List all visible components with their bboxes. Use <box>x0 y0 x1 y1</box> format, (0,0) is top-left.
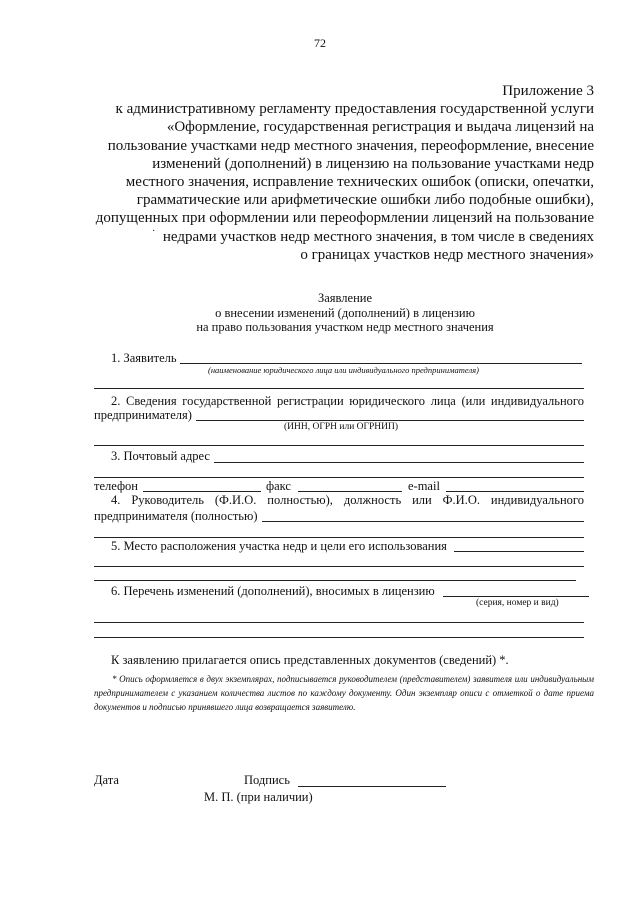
location-field-line-3[interactable] <box>94 580 576 581</box>
applicant-field-line[interactable] <box>180 363 582 364</box>
stamp-label: М. П. (при наличии) <box>204 790 313 804</box>
footnote: * Опись оформляется в двух экземплярах, подписывается руководителем (представителем) заявителя или индивидуальным предпринимателем с указанием количества листов по каждому документу. Один экземпляр описи с отметкой о дате приема документов и подписью принявшего лица возвращается заявителю. <box>94 674 594 712</box>
location-field-line-2[interactable] <box>94 566 584 567</box>
postal-label: 3. Почтовый адрес <box>111 449 210 463</box>
applicant-field-line-2[interactable] <box>94 388 584 389</box>
head-label-1: 4. Руководитель (Ф.И.О. полностью), должность или Ф.И.О. индивидуального <box>111 493 584 507</box>
appendix-line: к административному регламенту предоставления государственной услуги <box>115 101 594 118</box>
phone-label: телефон <box>94 479 138 493</box>
registration-label-2: предпринимателя) <box>94 408 192 422</box>
postal-field-line-2[interactable] <box>94 477 584 478</box>
registration-field-line[interactable] <box>196 420 584 421</box>
changes-hint: (серия, номер и вид) <box>476 598 559 608</box>
signature-field-line[interactable] <box>298 786 446 787</box>
registration-field-line-2[interactable] <box>94 445 584 446</box>
appendix-line: местного значения, исправление технических ошибок (описки, опечатки, <box>125 174 594 191</box>
appendix-line: пользование участками недр местного значения, переоформление, внесение <box>107 137 594 154</box>
fax-field-line[interactable] <box>298 491 402 492</box>
location-label: 5. Место расположения участка недр и цели его использования <box>111 539 447 553</box>
changes-label: 6. Перечень изменений (дополнений), вносимых в лицензию <box>111 584 435 598</box>
signature-label: Подпись <box>244 773 290 787</box>
appendix-line: Приложение 3 <box>502 83 594 99</box>
appendix-line: «Оформление, государственная регистрация и выдача лицензий на <box>166 119 594 136</box>
head-field-line-2[interactable] <box>94 537 584 538</box>
applicant-label: 1. Заявитель <box>111 351 177 365</box>
date-label: Дата <box>94 773 119 787</box>
title-line: на право пользования участком недр местного значения <box>196 320 494 334</box>
head-label-2: предпринимателя (полностью) <box>94 509 258 523</box>
title-line: Заявление <box>317 291 372 305</box>
page-number: 72 <box>314 36 326 50</box>
email-field-line[interactable] <box>446 491 584 492</box>
title-line: о внесении изменений (дополнений) в лицензию <box>215 305 475 320</box>
appendix-line: допущенных при оформлении или переоформлении лицензий на пользование <box>95 210 594 227</box>
postal-field-line[interactable] <box>214 462 584 463</box>
head-field-line[interactable] <box>262 521 584 522</box>
changes-field-line[interactable] <box>443 596 589 597</box>
changes-field-line-2[interactable] <box>94 622 584 623</box>
registration-label-1: 2. Сведения государственной регистрации юридического лица (или индивидуального <box>111 394 584 408</box>
fax-label: факс <box>266 479 291 493</box>
applicant-hint: (наименование юридического лица или индивидуального предпринимателя) <box>208 365 479 375</box>
document-title <box>0 291 640 335</box>
appendix-line: грамматические или арифметические ошибки либо подобные ошибки), <box>136 192 594 209</box>
attachment-text: К заявлению прилагается опись представленных документов (сведений) *. <box>111 653 509 667</box>
changes-field-line-3[interactable] <box>94 637 584 638</box>
phone-field-line[interactable] <box>143 491 261 492</box>
appendix-line: изменений (дополнений) в лицензию на пользование участками недр <box>152 155 594 172</box>
appendix-line: о границах участков недр местного значения» <box>300 246 594 263</box>
appendix-line: недрами участков недр местного значения, в том числе в сведениях <box>162 228 594 245</box>
scan-mark: · <box>152 226 156 237</box>
email-label: e-mail <box>408 479 440 493</box>
appendix-header <box>96 82 594 264</box>
location-field-line[interactable] <box>454 551 584 552</box>
registration-hint: (ИНН, ОГРН или ОГРНИП) <box>284 422 399 432</box>
